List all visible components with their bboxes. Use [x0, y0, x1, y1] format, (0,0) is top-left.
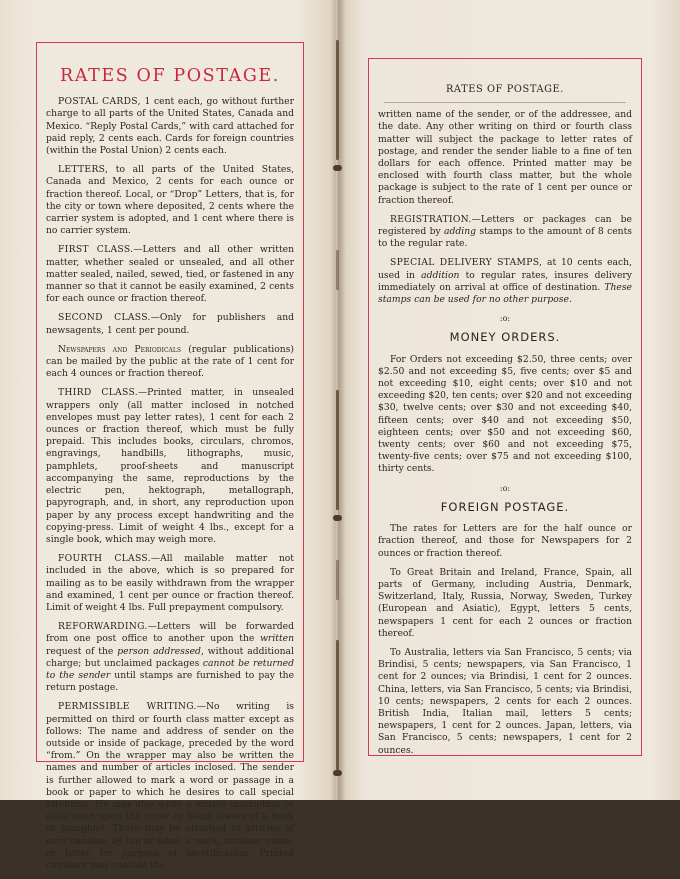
postal-cards-paragraph: POSTAL CARDS, 1 cent each, go without further charge to all parts of the United States, Canada and Mexico. “Reply Postal Cards,” with card attached for paid reply, 2 cents each. Cards for foreign countries (within the Postal Union) 2 cents each.	[46, 96, 294, 157]
section-separator: :o:	[499, 314, 511, 324]
thread-knot	[333, 515, 342, 521]
thread-knot	[333, 165, 342, 171]
binding-thread	[336, 640, 339, 770]
money-orders-title: MONEY ORDERS.	[449, 330, 561, 345]
letters-paragraph: LETTERS, to all parts of the United States, Canada and Mexico, 2 cents for each ounce or fraction thereof. Local, or “Drop” Letters, that is, for the city or town where deposited, 2 cents where the carrier system is adopted, and 1 cent where there is no carrier system.	[46, 164, 294, 237]
europe-rates-paragraph: To Great Britain and Ireland, France, Spain, all parts of Germany, including Austria, Denmark, Switzerland, Italy, Russia, Norway, Sweden, Turkey (European and Asiatic), Egypt, letters 5 cents, newspapers 1 cent for each 2 ounces or fraction thereof.	[378, 566, 632, 639]
second-class-paragraph: SECOND CLASS.—Only for publishers and newsagents, 1 cent per pound.	[46, 312, 294, 336]
binding-thread	[336, 560, 339, 600]
foreign-postage-title: FOREIGN POSTAGE.	[440, 499, 570, 514]
newspapers-paragraph: Newspapers and Periodicals (regular publications) can be mailed by the public at the rate of 1 cent for each 4 ounces or fraction thereof.	[46, 343, 294, 380]
header-rule	[384, 102, 626, 103]
registration-paragraph: REGISTRATION.—Letters or packages can be registered by adding stamps to the amount of 8 cents to the regular rate.	[378, 213, 632, 250]
left-page-text	[46, 64, 294, 879]
third-class-paragraph: THIRD CLASS.—Printed matter, in unsealed wrappers only (all matter inclosed in notched envelopes must pay letter rates), 1 cent for each 2 ounces or fraction thereof, which must be fully prepaid. This includes books, circulars, chromos, engravings, handbills, lithographs, music, pamphlets, proof-sheets and manuscript accompanying the same, reproductions by the electric pen, hektograph, metallograph, papyrograph, and, in short, any reproduction upon paper by any process except handwriting and the copying-press. Limit of weight 4 lbs., except for a single book, which may weigh more.	[46, 387, 294, 545]
asia-pacific-rates-paragraph: To Australia, letters via San Francisco, 5 cents; via Brindisi, 5 cents; newspapers, via San Francisco, 1 cent for 2 ounces; via Brindisi, 1 cent for 2 ounces. China, letters, via San Francisco, 5 cents; via Brindisi, 10 cents; newspapers, 2 cents for each 2 ounces. British India, Italian mail, letters 5 cents; newspapers, 1 cent for 2 ounces. Japan, letters, via San Francisco, 5 cents; newspapers, 1 cent for 2 ounces.	[378, 646, 632, 756]
page-title: RATES OF POSTAGE.	[60, 66, 280, 86]
permissible-writing-paragraph: PERMISSIBLE WRITING.—No writing is permitted on third or fourth class matter except as follows: The name and address of sender on the outside or inside of package, preceded by the word “from.” On the wrapper may also be written the names and number of articles inclosed. The sender is further allowed to mark a word or passage in a book or paper to which he desires to call special attention. He may also write a simple inscription or dedication upon the cover or blank leaves of a book or pamphlet. There may be attached to articles of merchandise, by tag or label, a mark, number, name, or letter for purpose of identification. Printed circulars may contain the	[46, 701, 294, 871]
right-page-text	[378, 82, 632, 764]
reforwarding-paragraph: REFORWARDING.—Letters will be forwarded from one post office to another upon the written request of the person addressed, without additional charge; but unclaimed packages cannot be returned to the sender until stamps are furnished to pay the return postage.	[46, 621, 295, 694]
special-delivery-paragraph: SPECIAL DELIVERY STAMPS, at 10 cents each, used in addition to regular rates, insures delivery immediately on arrival at office of destination. These stamps can be used for no other purpose.	[378, 257, 632, 306]
section-separator: :o:	[499, 483, 511, 493]
binding-thread	[336, 250, 339, 290]
first-class-paragraph: FIRST CLASS.—Letters and all other written matter, whether sealed or unsealed, and all other matter sealed, nailed, sewed, tied, or fastened in any manner so that it cannot be easily examined, 2 cents for each ounce or fraction thereof.	[46, 244, 294, 305]
binding-thread	[336, 40, 339, 160]
foreign-rates-paragraph: The rates for Letters are for the half ounce or fraction thereof, and those for Newspapers for 2 ounces or fraction thereof.	[378, 523, 632, 559]
money-orders-paragraph: For Orders not exceeding $2.50, three cents; over $2.50 and not exceeding $5, five cents; over $5 and not exceeding $10, eight cents; over $10 and not exceeding $20, ten cents; over $20 and not exceeding $30, twelve cents; over $30 and not exceeding $40, fifteen cents; over $40 and not exceeding $50, eighteen cents; over $50 and not exceeding $60, twenty cents; over $60 and not exceeding $75, twenty-five cents; over $75 and not exceeding $100, thirty cents.	[378, 353, 632, 475]
continuation-paragraph: written name of the sender, or of the addressee, and the date. Any other writing on third or fourth class matter will subject the package to letter rates of postage, and render the sender liable to a fine of ten dollars for each offence. Printed matter may be enclosed with fourth class matter, but the whole package is subject to the rate of 1 cent per ounce or fraction thereof.	[378, 109, 632, 206]
thread-knot	[333, 770, 342, 776]
running-head: RATES OF POSTAGE.	[445, 84, 565, 95]
fourth-class-paragraph: FOURTH CLASS.—All mailable matter not included in the above, which is so prepared for mailing as to be easily withdrawn from the wrapper and examined, 1 cent per ounce or fraction thereof. Limit of weight 4 lbs. Full prepayment compulsory.	[46, 553, 294, 613]
binding-thread	[336, 390, 339, 510]
